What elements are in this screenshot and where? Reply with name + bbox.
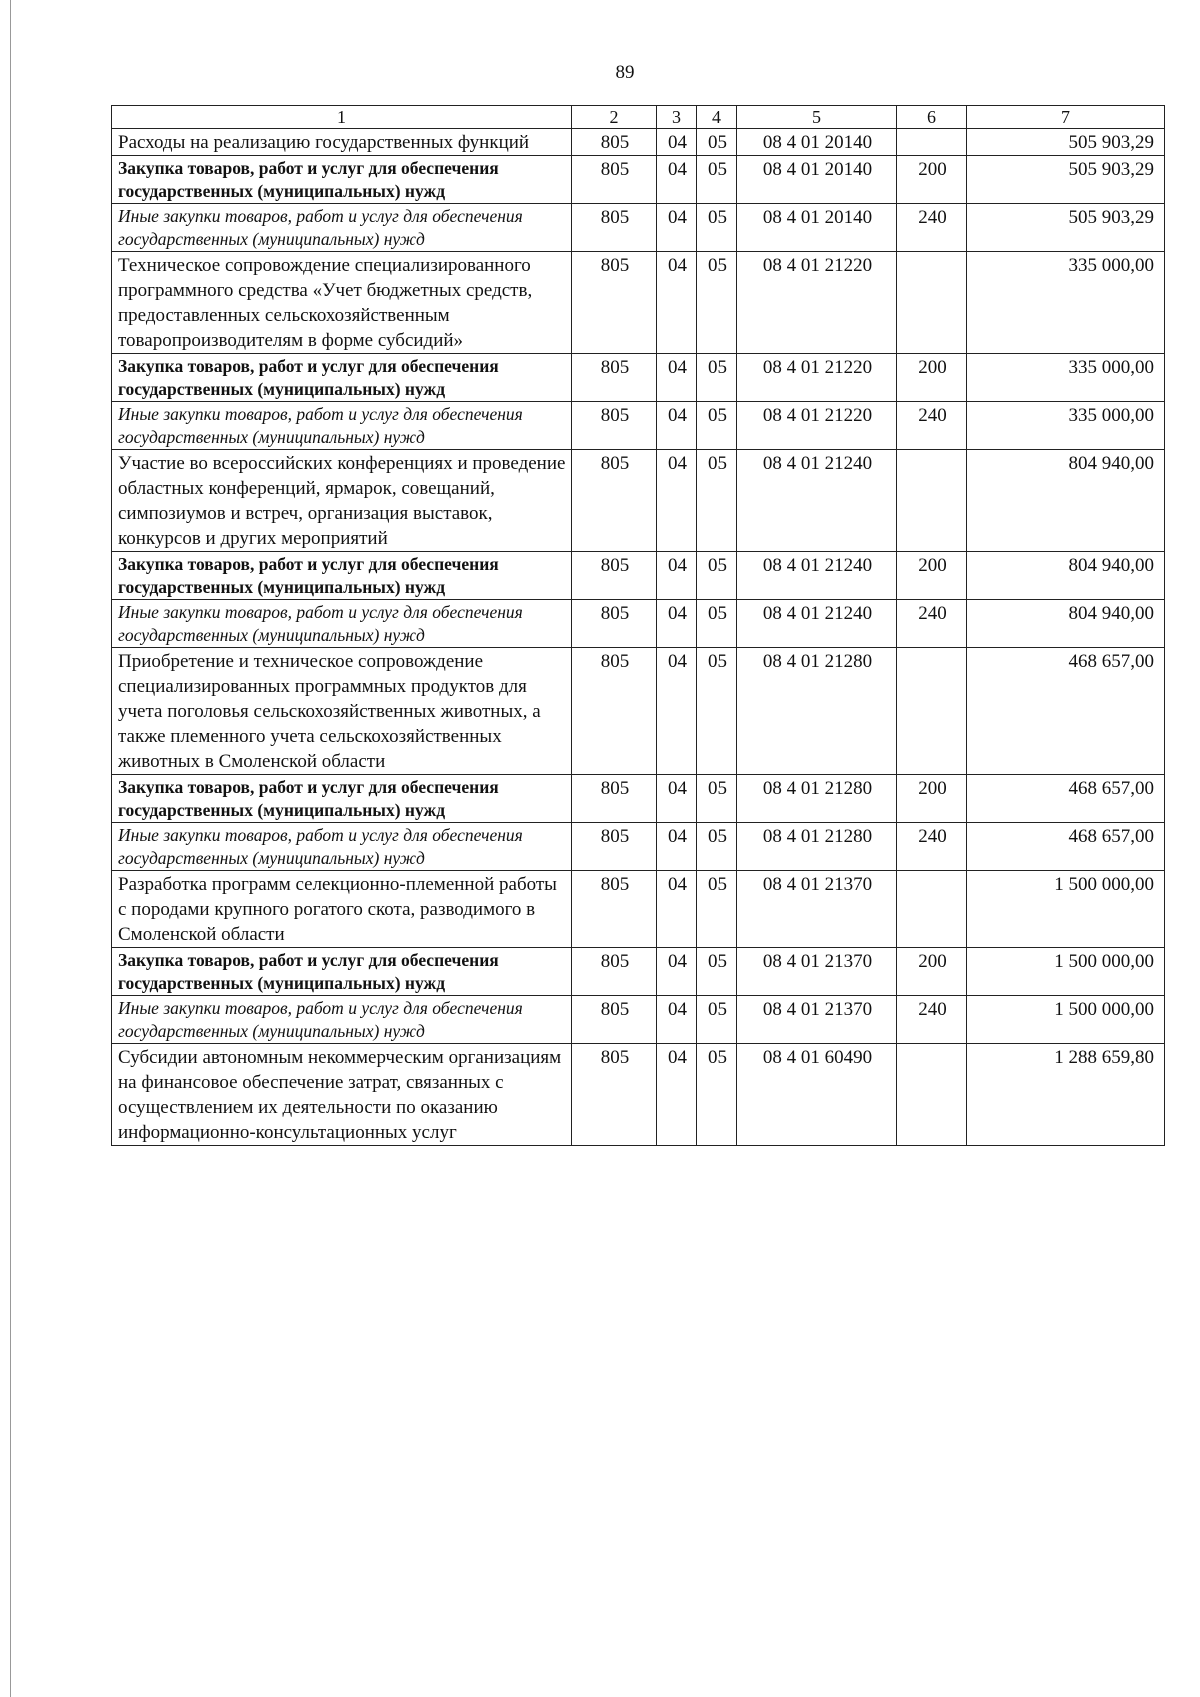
row-subsection-code: 05 bbox=[697, 354, 737, 402]
row-subsection-code: 05 bbox=[697, 252, 737, 354]
row-description: Закупка товаров, работ и услуг для обеспечения государственных (муниципальных) нужд bbox=[112, 775, 572, 823]
row-section-code: 04 bbox=[657, 948, 697, 996]
row-expense-type bbox=[897, 648, 967, 775]
row-target-article: 08 4 01 21370 bbox=[737, 948, 897, 996]
row-expense-type bbox=[897, 1044, 967, 1146]
row-target-article: 08 4 01 21370 bbox=[737, 996, 897, 1044]
row-section-code: 04 bbox=[657, 775, 697, 823]
table-row bbox=[112, 354, 1165, 402]
row-description: Разработка программ селекционно-племенной работы с породами крупного рогатого скота, разводимого в Смоленской области bbox=[112, 871, 572, 948]
table-row bbox=[112, 156, 1165, 204]
row-amount: 1 288 659,80 bbox=[967, 1044, 1165, 1146]
row-section-code: 04 bbox=[657, 156, 697, 204]
column-header-1: 1 bbox=[112, 106, 572, 129]
row-department-code: 805 bbox=[572, 204, 657, 252]
row-section-code: 04 bbox=[657, 402, 697, 450]
row-amount: 505 903,29 bbox=[967, 156, 1165, 204]
row-subsection-code: 05 bbox=[697, 1044, 737, 1146]
budget-table bbox=[111, 105, 1165, 1146]
row-subsection-code: 05 bbox=[697, 996, 737, 1044]
row-expense-type: 240 bbox=[897, 204, 967, 252]
row-section-code: 04 bbox=[657, 204, 697, 252]
row-amount: 335 000,00 bbox=[967, 252, 1165, 354]
row-department-code: 805 bbox=[572, 823, 657, 871]
row-target-article: 08 4 01 21240 bbox=[737, 552, 897, 600]
row-description: Закупка товаров, работ и услуг для обеспечения государственных (муниципальных) нужд bbox=[112, 156, 572, 204]
row-amount: 335 000,00 bbox=[967, 402, 1165, 450]
row-target-article: 08 4 01 20140 bbox=[737, 129, 897, 156]
row-department-code: 805 bbox=[572, 354, 657, 402]
row-section-code: 04 bbox=[657, 354, 697, 402]
row-section-code: 04 bbox=[657, 252, 697, 354]
table-row bbox=[112, 996, 1165, 1044]
row-department-code: 805 bbox=[572, 996, 657, 1044]
row-expense-type bbox=[897, 871, 967, 948]
row-department-code: 805 bbox=[572, 948, 657, 996]
row-subsection-code: 05 bbox=[697, 775, 737, 823]
row-department-code: 805 bbox=[572, 450, 657, 552]
row-target-article: 08 4 01 20140 bbox=[737, 204, 897, 252]
row-target-article: 08 4 01 60490 bbox=[737, 1044, 897, 1146]
row-amount: 468 657,00 bbox=[967, 648, 1165, 775]
row-expense-type: 200 bbox=[897, 156, 967, 204]
row-subsection-code: 05 bbox=[697, 871, 737, 948]
row-subsection-code: 05 bbox=[697, 948, 737, 996]
row-expense-type bbox=[897, 252, 967, 354]
row-subsection-code: 05 bbox=[697, 129, 737, 156]
table-row bbox=[112, 871, 1165, 948]
table-row bbox=[112, 450, 1165, 552]
table-row bbox=[112, 648, 1165, 775]
row-expense-type: 200 bbox=[897, 354, 967, 402]
row-amount: 1 500 000,00 bbox=[967, 871, 1165, 948]
row-target-article: 08 4 01 21280 bbox=[737, 775, 897, 823]
row-department-code: 805 bbox=[572, 648, 657, 775]
row-section-code: 04 bbox=[657, 1044, 697, 1146]
row-section-code: 04 bbox=[657, 823, 697, 871]
row-target-article: 08 4 01 21220 bbox=[737, 402, 897, 450]
row-department-code: 805 bbox=[572, 1044, 657, 1146]
table-row bbox=[112, 402, 1165, 450]
row-target-article: 08 4 01 21220 bbox=[737, 354, 897, 402]
row-description: Субсидии автономным некоммерческим организациям на финансовое обеспечение затрат, связанных с осуществлением их деятельности по оказанию информационно-консультационных услуг bbox=[112, 1044, 572, 1146]
row-description: Приобретение и техническое сопровождение специализированных программных продуктов для учета поголовья сельскохозяйственных животных, а также племенного учета сельскохозяйственных животных в Смоленской области bbox=[112, 648, 572, 775]
table-row bbox=[112, 775, 1165, 823]
row-section-code: 04 bbox=[657, 450, 697, 552]
row-description: Иные закупки товаров, работ и услуг для обеспечения государственных (муниципальных) нужд bbox=[112, 996, 572, 1044]
row-expense-type: 240 bbox=[897, 402, 967, 450]
row-amount: 468 657,00 bbox=[967, 775, 1165, 823]
row-subsection-code: 05 bbox=[697, 450, 737, 552]
column-header-5: 5 bbox=[737, 106, 897, 129]
row-expense-type: 240 bbox=[897, 823, 967, 871]
row-description: Техническое сопровождение специализированного программного средства «Учет бюджетных средств, предоставленных сельскохозяйственным товаропроизводителям в форме субсидий» bbox=[112, 252, 572, 354]
row-amount: 468 657,00 bbox=[967, 823, 1165, 871]
row-target-article: 08 4 01 20140 bbox=[737, 156, 897, 204]
row-description: Закупка товаров, работ и услуг для обеспечения государственных (муниципальных) нужд bbox=[112, 552, 572, 600]
table-row bbox=[112, 204, 1165, 252]
column-header-2: 2 bbox=[572, 106, 657, 129]
row-expense-type: 240 bbox=[897, 600, 967, 648]
row-amount: 1 500 000,00 bbox=[967, 996, 1165, 1044]
row-section-code: 04 bbox=[657, 600, 697, 648]
row-department-code: 805 bbox=[572, 156, 657, 204]
row-description: Расходы на реализацию государственных функций bbox=[112, 129, 572, 156]
table-body bbox=[112, 106, 1165, 1146]
row-expense-type: 200 bbox=[897, 775, 967, 823]
row-section-code: 04 bbox=[657, 129, 697, 156]
column-header-7: 7 bbox=[967, 106, 1165, 129]
row-amount: 804 940,00 bbox=[967, 450, 1165, 552]
row-target-article: 08 4 01 21240 bbox=[737, 600, 897, 648]
row-amount: 804 940,00 bbox=[967, 552, 1165, 600]
row-amount: 335 000,00 bbox=[967, 354, 1165, 402]
row-amount: 505 903,29 bbox=[967, 204, 1165, 252]
row-description: Иные закупки товаров, работ и услуг для обеспечения государственных (муниципальных) нужд bbox=[112, 823, 572, 871]
row-amount: 505 903,29 bbox=[967, 129, 1165, 156]
row-description: Иные закупки товаров, работ и услуг для обеспечения государственных (муниципальных) нужд bbox=[112, 600, 572, 648]
column-header-3: 3 bbox=[657, 106, 697, 129]
row-subsection-code: 05 bbox=[697, 823, 737, 871]
row-expense-type: 240 bbox=[897, 996, 967, 1044]
row-description: Участие во всероссийских конференциях и проведение областных конференций, ярмарок, совещаний, симпозиумов и встреч, организация выставок, конкурсов и других мероприятий bbox=[112, 450, 572, 552]
scan-margin-line bbox=[10, 0, 11, 1697]
row-amount: 1 500 000,00 bbox=[967, 948, 1165, 996]
row-description: Закупка товаров, работ и услуг для обеспечения государственных (муниципальных) нужд bbox=[112, 948, 572, 996]
table-row bbox=[112, 252, 1165, 354]
row-target-article: 08 4 01 21240 bbox=[737, 450, 897, 552]
row-subsection-code: 05 bbox=[697, 552, 737, 600]
row-subsection-code: 05 bbox=[697, 156, 737, 204]
row-subsection-code: 05 bbox=[697, 600, 737, 648]
table-row bbox=[112, 552, 1165, 600]
row-department-code: 805 bbox=[572, 600, 657, 648]
table-row bbox=[112, 948, 1165, 996]
row-expense-type: 200 bbox=[897, 948, 967, 996]
row-section-code: 04 bbox=[657, 552, 697, 600]
row-department-code: 805 bbox=[572, 775, 657, 823]
row-description: Иные закупки товаров, работ и услуг для обеспечения государственных (муниципальных) нужд bbox=[112, 402, 572, 450]
row-description: Иные закупки товаров, работ и услуг для обеспечения государственных (муниципальных) нужд bbox=[112, 204, 572, 252]
table-row bbox=[112, 1044, 1165, 1146]
row-department-code: 805 bbox=[572, 129, 657, 156]
row-department-code: 805 bbox=[572, 552, 657, 600]
row-expense-type bbox=[897, 129, 967, 156]
page-number: 89 bbox=[615, 62, 635, 83]
row-target-article: 08 4 01 21220 bbox=[737, 252, 897, 354]
row-section-code: 04 bbox=[657, 648, 697, 775]
column-header-4: 4 bbox=[697, 106, 737, 129]
row-section-code: 04 bbox=[657, 996, 697, 1044]
table-row bbox=[112, 600, 1165, 648]
row-department-code: 805 bbox=[572, 871, 657, 948]
row-amount: 804 940,00 bbox=[967, 600, 1165, 648]
row-expense-type bbox=[897, 450, 967, 552]
column-number-row bbox=[112, 106, 1165, 129]
row-description: Закупка товаров, работ и услуг для обеспечения государственных (муниципальных) нужд bbox=[112, 354, 572, 402]
row-subsection-code: 05 bbox=[697, 204, 737, 252]
row-target-article: 08 4 01 21280 bbox=[737, 823, 897, 871]
row-department-code: 805 bbox=[572, 402, 657, 450]
row-subsection-code: 05 bbox=[697, 648, 737, 775]
row-department-code: 805 bbox=[572, 252, 657, 354]
column-header-6: 6 bbox=[897, 106, 967, 129]
table-row bbox=[112, 823, 1165, 871]
table-row bbox=[112, 129, 1165, 156]
row-subsection-code: 05 bbox=[697, 402, 737, 450]
row-section-code: 04 bbox=[657, 871, 697, 948]
row-target-article: 08 4 01 21280 bbox=[737, 648, 897, 775]
row-expense-type: 200 bbox=[897, 552, 967, 600]
row-target-article: 08 4 01 21370 bbox=[737, 871, 897, 948]
